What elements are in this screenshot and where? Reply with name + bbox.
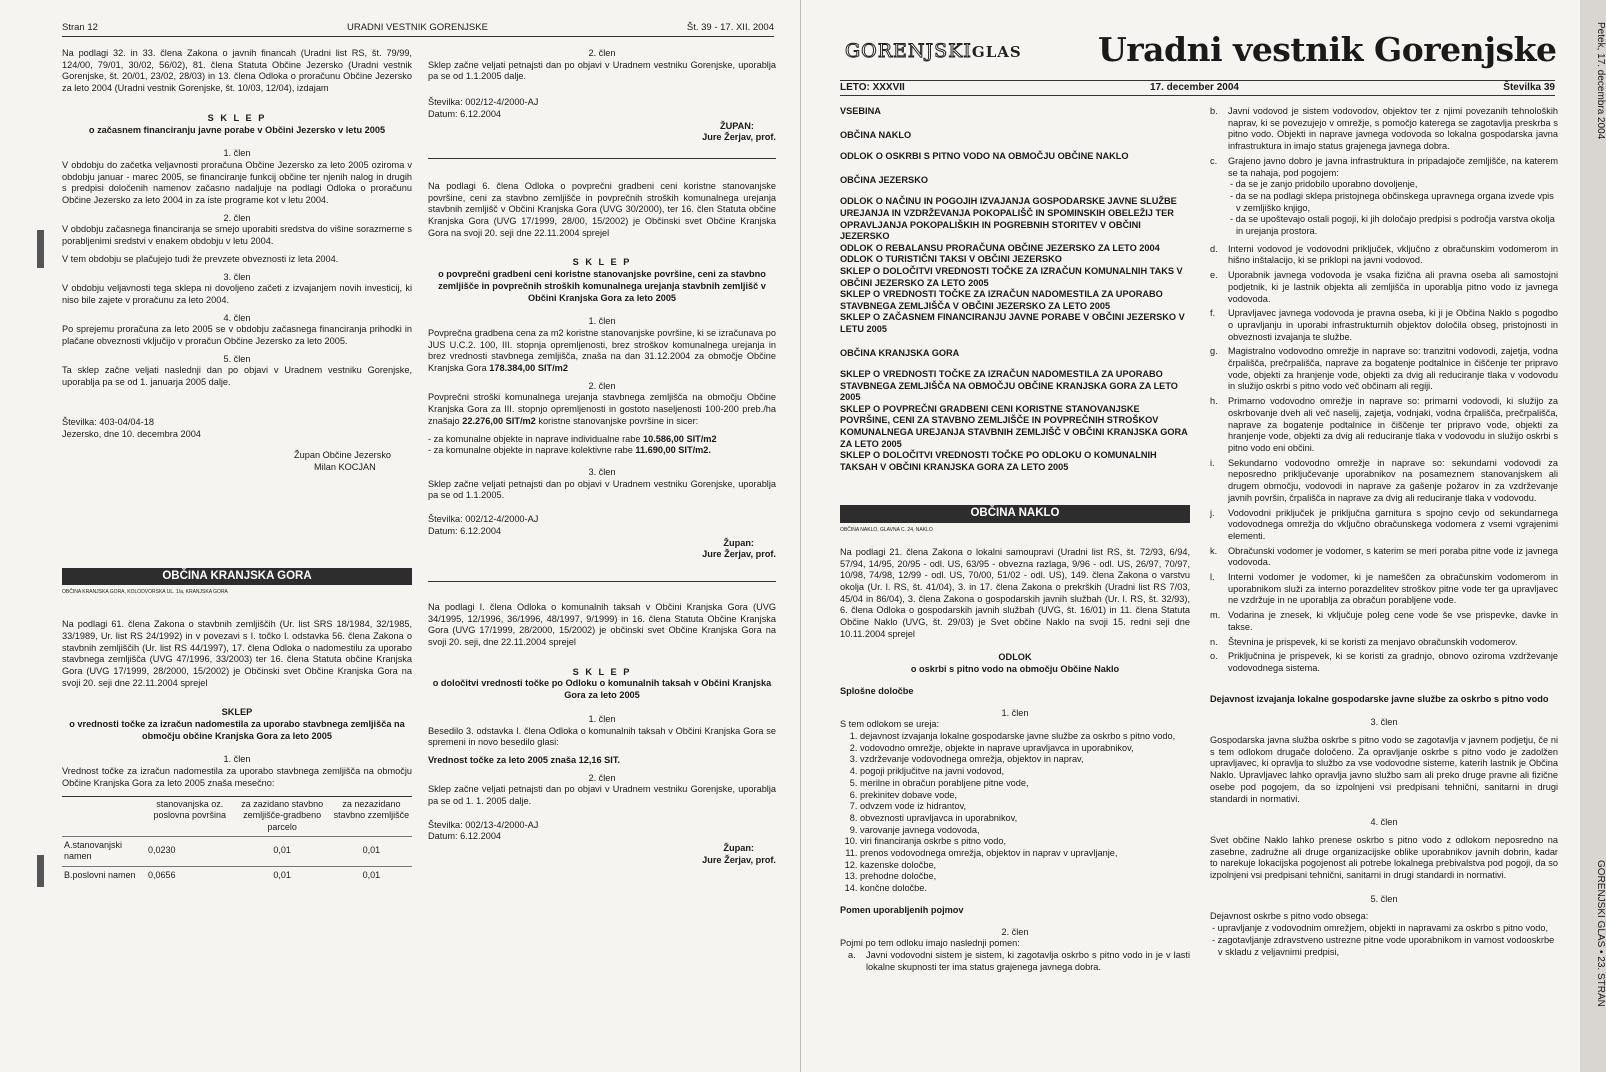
- article-number: 3. člen: [588, 466, 616, 477]
- definition-key: l.: [1210, 572, 1215, 583]
- header-title: URADNI VESTNIK GORENJSKE: [347, 22, 488, 33]
- intro-paragraph: Na podlagi I. člena Odloka o komunalnih taksah v Občini Kranjska Gora (UVG 34/1995, 12/1996, 36/1996, 48/1997, 9/1999) in 16. člena Statuta Občine Kranjska Gora (UVG 17/1999, 28/2000, 15/2002) je občinski svet Občine Kranjska Gora na svoji 20. seji, dne 22.11.2004 sprejel: [428, 601, 776, 648]
- table-cell: A.stanovanjski namen: [62, 836, 146, 866]
- list-item: 5. merilne in obračun porabljene pitne vode,: [860, 778, 1190, 790]
- right-column-2: [1210, 106, 1558, 958]
- definition-key: b.: [1210, 106, 1218, 116]
- section-note: OBČINA KRANJSKA GORA, KOLODVORSKA UL. 1/a, KRANJSKA GORA: [62, 589, 228, 596]
- signature-name: Jure Žerjav, prof.: [702, 549, 776, 560]
- table-header: [62, 796, 146, 836]
- definition: [1210, 610, 1558, 633]
- article-number: 3. člen: [1370, 717, 1398, 728]
- definition-text: Vodarina je znesek, ki vključuje poleg cene vode še vse prispevke, davke in takse.: [1228, 610, 1558, 632]
- article-number: 1. člen: [588, 713, 616, 724]
- section-note: OBČINA NAKLO, GLAVNA C. 24, NAKLO: [840, 527, 933, 534]
- definition: [1210, 156, 1558, 179]
- article-text: V obdobju veljavnosti tega sklepa ni dovoljeno začeti z izvajanjem novih investicij, ki niso bile zajete v proračunu za leto 2004.: [62, 283, 412, 305]
- list-item: 7. odvzem vode iz hidrantov,: [860, 801, 1190, 813]
- list-item: [428, 445, 776, 457]
- toc-entry: SKLEP O DOLOČITVI VREDNOSTI TOČKE ZA IZRAČUN KOMUNALNIH TAKS V OBČINI JEZERSKO ZA LETO 2005: [840, 265, 1183, 288]
- article-text: Dejavnost oskrbe s pitno vodo obsega:: [1210, 911, 1369, 922]
- article-number: 5. člen: [223, 353, 251, 364]
- divider: [428, 581, 776, 582]
- definition-text: Primarno vodovodno omrežje in naprave so: primarni vodovodi, ki služijo za oskrbovanje dveh ali več naselij, zajetja, vodnjaki, vodna črpališča, prečrpališča, naprave za bogatenje podtalnice in čiščenje ter pripravo vode, objekti za hranjenje vode, objekti za dvig ali reduciranje tlaka v vodovodu in služijo oskrbi s pitno vodo eni občini.: [1228, 396, 1558, 453]
- list-item: 14. končne določbe.: [860, 883, 1190, 895]
- definition-text: Obračunski vodomer je vodomer, s katerim se meri poraba pitne vode iz javnega vodovoda.: [1228, 545, 1558, 568]
- text-span: - za komunalne objekte in naprave individualne rabe: [428, 433, 644, 444]
- definition: [1210, 572, 1558, 607]
- article-number: 3. člen: [223, 271, 251, 282]
- definition-text: Javni vodovod je sistem vodovodov, objektov ter z njimi povezanih tehnoloških naprav, ki se povezujejo v omrežje, s pomočjo katerega se zagotavlja preskrba s pitno vodo. Objekti in naprave javnega vodovoda so lokalna gospodarska javna infrastruktura in imajo status grajenega javnega dobra.: [1228, 106, 1558, 152]
- article-number: 1. člen: [1001, 707, 1029, 718]
- table-header: stanovanjska oz. poslovna površina: [146, 796, 233, 836]
- list-item: 11. prenos vodovodnega omrežja, objektov in naprav v upravljanje,: [860, 848, 1190, 860]
- document-date: Datum: 6.12.2004: [428, 831, 502, 842]
- signature-name: Jure Žerjav, prof.: [702, 854, 776, 865]
- toc-entry: ODLOK O TURISTIČNI TAKSI V OBČINI JEZERSKO: [840, 254, 1062, 265]
- heading: S K L E P: [572, 257, 632, 268]
- toc-entry: ODLOK O OSKRBI S PITNO VODO NA OBMOČJU OBČINE NAKLO: [840, 151, 1129, 162]
- article-text: Vrednost točke za izračun nadomestila za uporabo stavbnega zemljišča na območju Občine Kranjska Gora za leto 2005 znaša mesečno:: [62, 766, 412, 788]
- list-item: 4. pogoji priključitve na javni vodovod,: [860, 766, 1190, 778]
- definition: [1210, 546, 1558, 569]
- subheading: o vrednosti točke za izračun nadomestila za uporabo stavbnega zemljišča na območju občine Kranjska Gora za leto 2005: [69, 719, 405, 741]
- list-item: - upravljanje z vodovodnim omrežjem, objekti in napravami za oskrbo s pitno vodo,: [1212, 923, 1549, 934]
- signature-title: ŽUPAN:: [719, 120, 754, 131]
- definition-key: m.: [1210, 610, 1221, 621]
- definition: [1210, 270, 1558, 305]
- article-list: [840, 731, 1190, 895]
- value-highlight: 178.384,00 SIT/m2: [489, 363, 568, 374]
- signature-title: Župan:: [723, 537, 754, 548]
- definition-key: i.: [1210, 457, 1215, 468]
- article-text: [428, 328, 776, 375]
- intro-paragraph: Na podlagi 21. člena Zakona o lokalni samoupravi (Uradni list RS, št. 72/93, 6/94, 57/94, 14/95, 20/95 - odl. US, 63/95 - obvezna razlaga, 9/96 - odl. US, 26/97, 70/97, 10/98, 74/98, 12/99 - odl. US, 70/00, 51/02 - odl. US), 149. člena Zakona o varstvu okolja (Ur. l. RS, št. 41/04), 3. in 17. člena Zakona o prekrških (Uradni list RS 7/03, 45/04 in 86/04), 3. člena Zakona o gospodarskih javnih službah (Ur. l. RS, št. 32/93), 6. člena Odloka o gospodarskih javnih službah (UVG, št. 16/01) in 11. člena Statuta Občine Naklo (UVG, št. 29/03) je Svet občine Naklo na svoji 15. redni seji dne 10.11.2004 sprejel: [840, 546, 1190, 639]
- value-highlight: 10.586,00 SIT/m2: [643, 433, 717, 444]
- definition-text: Javni vodovodni sistem je sistem, ki zagotavlja oskrbo s pitno vodo in je v lasti lokalne skupnosti ter ima status grajenega javnega dobra.: [866, 949, 1190, 972]
- article-number: 2. člen: [588, 380, 616, 391]
- table-cell: B.poslovni namen: [62, 867, 146, 885]
- article-text: Sklep začne veljati petnajsti dan po objavi v Uradnem vestniku Gorenjske, uporablja pa se od 1. 1. 2005 dalje.: [428, 784, 776, 807]
- article-number: 1. člen: [588, 316, 616, 327]
- text-span: - za komunalne objekte in naprave kolektivne rabe: [428, 445, 636, 456]
- table-row: [62, 836, 412, 866]
- article-text: Sklep začne veljati petnajsti dan po objavi v Uradnem vestniku Gorenjske, uporablja pa se od 1.1.2005.: [428, 478, 776, 501]
- left-column-1: [62, 48, 412, 885]
- heading: S K L E P: [207, 112, 267, 123]
- page-number: Stran 12: [62, 22, 98, 33]
- article-text: V obdobju do začetka veljavnosti proračuna Občine Jezersko za leto 2005 oziroma v obdobju januar - marec 2005, se financiranje funkcij občine ter njenih nalog in drugih s predpisi določenih namenov začasno nadaljuje na podlagi Odloka o proračunu Občine Jezersko za leto 2004 in za iste programe kot v letu 2004.: [62, 159, 412, 206]
- definition-key: n.: [1210, 636, 1218, 647]
- definition: [1210, 637, 1558, 649]
- definition-key: a.: [848, 949, 856, 960]
- article-text: Gospodarska javna služba oskrbe s pitno vodo se zagotavlja v javnem podjetju, če ni s tem odlokom drugače določeno. Za opravljanje oskrbe s pitno vodo je zadolžen upravljavec, ki opravlja to službo za vse vodovodne sisteme, katerih lastnik je Občina Naklo. Upravljavec lahko opravlja javno službo sam ali preko druge pravne ali fizične osebe pod pogojem, da so izpolnjeni vsi predpisani tehnični, sanitarni in drugi standardi in normativi.: [1210, 735, 1558, 804]
- list-item: 13. prehodne določbe,: [860, 871, 1190, 883]
- document-date: Datum: 6.12.2004: [428, 108, 502, 119]
- article-text: Pojmi po tem odloku imajo naslednji pomen:: [840, 938, 1020, 949]
- definition: [1210, 244, 1558, 267]
- table-cell: 0,01: [331, 867, 412, 885]
- definition: [1210, 458, 1558, 505]
- definition: [1210, 651, 1558, 674]
- definition-text: Interni vodomer je vodomer, ki je nameščen za obračunskim vodomerom in uporabnikom služi za interno porazdelitev stroškov pitne vode ter ga upravljavec ne vzdržuje in ne uporablja za obračun porabljene vode.: [1228, 572, 1558, 606]
- signature-name: Jure Žerjav, prof.: [702, 132, 776, 143]
- definition-text: Interni vodovod je vodovodni priključek, vključno z obračunskim vodomerom in hišno inštalacijo, ki se priklopi na javni vodovod.: [1228, 243, 1558, 266]
- article-text: Besedilo 3. odstavka I. člena Odloka o komunalnih taksah v Občini Kranjska Gora se spremeni in novo besedilo glasi:: [428, 725, 776, 748]
- definition-key: c.: [1210, 155, 1218, 166]
- text-span: koristne stanovanjske površine in sicer:: [535, 415, 699, 426]
- header-issue: Št. 39 - 17. XII. 2004: [686, 22, 774, 33]
- article-text: [428, 392, 776, 427]
- document-date: Datum: 6.12.2004: [428, 525, 502, 536]
- definition-key: e.: [1210, 270, 1218, 281]
- value-highlight: 11.690,00 SIT/m2.: [635, 445, 711, 456]
- list-item: 6. prekinitev dobave vode,: [860, 790, 1190, 802]
- article-text: Svet občine Naklo lahko prenese oskrbo s pitno vodo z odlokom neposredno na zasebne, zadružne ali druge organizacijske oblike uporabnikov javnih dobrin, kadar to narekuje lokacijska pogojenost ali potrebe lokalnega prebivalstva pod pogoji, da so izpolnjeni vsi predpisani tehnični, sanitarni in drugi standardi in normativi.: [1210, 834, 1558, 881]
- toc-municipality: OBČINA JEZERSKO: [840, 174, 928, 185]
- definition-text: Vodovodni priključek je priključna garnitura s spojno cevjo od sekundarnega vodovodnega omrežja do vključno obračunskega vodomera z vsemi vgrajenimi elementi.: [1228, 507, 1558, 541]
- toc-entry: SKLEP O POVPREČNI GRADBENI CENI KORISTNE STANOVANJSKE POVRŠINE, CENI ZA STAVBNO ZEMLJIŠČE IN POVPREČNIH STROŠKOV KOMUNALNEGA UREJANJA STAVBNIH ZEMLJIŠČ V OBČINI KRANJSKA GORA ZA LETO 2005: [840, 403, 1188, 449]
- table-header: za nezazidano stavbno zzemljišče: [331, 796, 412, 836]
- definition-text: Grajeno javno dobro je javna infrastruktura in pripadajoče zemljišče, na katerem se ta nahaja, pod pogojem:: [1228, 155, 1558, 178]
- article-number: 5. člen: [1370, 893, 1398, 904]
- masthead-date: 17. december 2004: [1150, 82, 1239, 93]
- definition-text: Priključnina je prispevek, ki se koristi za gradnjo, obnovo oziroma vzdrževanje vodovodnega sistema.: [1228, 651, 1558, 673]
- article-text: V obdobju začasnega financiranja se smejo uporabiti sredstva do višine sorazmerne s porabljenimi sredstvi v enakem obdobju v letu 2004.: [62, 224, 412, 247]
- intro-paragraph: Na podlagi 6. člena Odloka o povprečni gradbeni ceni koristne stanovanjske površine, ceni za stavbno zemljišče in povprečnih stroških komunalnega urejanja stavbnih zemljišč v Občini Kranjska Gora (UVG 30/2000), ter 16. člen Statuta občine Kranjska Gora (UVG 17/1999, 28/00, 15/2002) je Občinski svet Občine Kranjska Gora na svoji 20. seji dne 22.11.2004 sprejel: [428, 180, 776, 238]
- gorenjski-glas-logo: [845, 40, 1022, 62]
- binding-mark: [37, 230, 44, 268]
- divider: [428, 158, 776, 159]
- definition-text: Upravljavec javnega vodovoda je pravna oseba, ki ji je Občina Naklo s pogodbo o upravljanju in uporabi infrastrukturnih objektov določila obseg, pristojnosti in obveznosti izvajanja te službe.: [1228, 308, 1558, 342]
- list-item: 8. obveznosti upravljavca in uporabnikov,: [860, 813, 1190, 825]
- intro-paragraph: Na podlagi 32. in 33. člena Zakona o javnih financah (Uradni list RS, št. 79/99, 124/00, 79/01, 30/02, 56/02), 81. člena Statuta Občine Jezersko (Uradni vestnik Gorenjske, št. 20/01, 23/02, 28/03) in 13. člena Odloka o proračunu Občine Jezersko za leto 2004 (Uradni vestnik Gorenjske, št. 10/03, 12/04), izdajam: [62, 48, 412, 94]
- subheading: o povprečni gradbeni ceni koristne stanovanjske površine, ceni za stavbno zemljišče in povprečnih stroških komunalnega urejanja stavbnih zemljišč v Občini Kranjska Gora za leto 2005: [438, 269, 766, 303]
- toc-entry: ODLOK O NAČINU IN POGOJIH IZVAJANJA GOSPODARSKE JAVNE SLUŽBE UREJANJA IN VZDRŽEVANJA POKOPALIŠČ IN SPOMINSKIH OBELEŽIJ TER OPRAVLJANJA POKOPALIŠKIH IN POGREBNIH STORITEV V OBČINI JEZERSKO: [840, 196, 1177, 242]
- list-item: 2. vodovodno omrežje, objekte in naprave upravljavca in uporabnikov,: [860, 743, 1190, 755]
- list-item: [428, 434, 776, 446]
- text-span: Povprečni stroški komunalnega urejanja stavbnega zemljišča na območju Občine Kranjska Gora za III. stopnjo opremljenosti in gostoto naseljenosti 100-200 preb./ha znašajo: [428, 392, 776, 426]
- document-place-date: Jezersko, dne 10. decembra 2004: [62, 428, 201, 439]
- document-number: Številka: 403-04/04-18: [62, 416, 154, 427]
- list-item: - da se je zanjo pridobilo uporabno dovoljenje,: [1230, 179, 1418, 190]
- article-number: 4. člen: [223, 312, 251, 323]
- table-cell: 0,01: [331, 836, 412, 866]
- article-text: Ta sklep začne veljati naslednji dan po objavi v Uradnem vestniku Gorenjske, uporablja pa se od 1. januarja 2005 dalje.: [62, 365, 412, 388]
- definition-key: d.: [1210, 243, 1218, 254]
- subheading: o določitvi vrednosti točke po Odloku o komunalnih taksah v Občini Kranjska Gora za leto 2005: [432, 678, 772, 701]
- masthead-number: Številka 39: [1503, 82, 1555, 93]
- masthead-year: LETO: XXXVII: [840, 82, 905, 93]
- article-number: 2. člen: [1001, 926, 1029, 937]
- definition: [1210, 346, 1558, 393]
- heading: ODLOK: [998, 652, 1032, 663]
- table-cell: 0,0230: [146, 836, 233, 866]
- logo-text: GORENJSKI: [845, 40, 972, 62]
- definition-text: Števnina je prispevek, ki se koristi za menjavo obračunskih vodomerov.: [1228, 636, 1518, 647]
- toc-municipality: OBČINA KRANJSKA GORA: [840, 347, 960, 358]
- article-text: Po sprejemu proračuna za leto 2005 se v obdobju začasnega financiranja prihodki in plačane obveznosti vključijo v proračun Občine Jezersko za leto 2005.: [62, 324, 412, 347]
- value-table: [62, 796, 412, 885]
- table-row: [62, 867, 412, 885]
- text-span: Povprečna gradbena cena za m2 koristne stanovanjske površine, ki se izračunava po JUS U.C.2. 100, III. stopnja opremljenosti, brez stroškov komunalnega urejanja in brez vrednosti stavbnega zemljišča, znaša na dan 31.12.2004 za območje Občine Kranjska Gora: [428, 327, 776, 374]
- section-bar: OBČINA NAKLO: [840, 505, 1190, 523]
- definition-key: k.: [1210, 545, 1218, 556]
- signature-title: Župan Občine Jezersko: [294, 450, 392, 461]
- document-number: Številka: 002/12-4/2000-AJ: [428, 97, 539, 108]
- document-number: Številka: 002/13-4/2000-AJ: [428, 819, 539, 830]
- definition-key: o.: [1210, 651, 1218, 662]
- table-cell: 0,01: [233, 836, 330, 866]
- list-item: - da se upoštevajo ostali pogoji, ki jih določajo predpisi s področja varstva okolja in urejanja prostora.: [1230, 214, 1555, 237]
- article-text: V tem obdobju se plačujejo tudi že prevzete obveznosti iz leta 2004.: [62, 253, 339, 264]
- article-number: 4. člen: [1370, 817, 1398, 828]
- list-item: 12. kazenske določbe,: [860, 860, 1190, 872]
- table-of-contents: [840, 106, 1190, 473]
- heading: SKLEP: [221, 707, 253, 718]
- subheading: o začasnem financiranju javne porabe v Občini Jezersko v letu 2005: [88, 124, 386, 135]
- article-number: 1. člen: [223, 754, 251, 765]
- article-number: 2. člen: [223, 212, 251, 223]
- toc-entry: SKLEP O VREDNOSTI TOČKE ZA IZRAČUN NADOMESTILA ZA UPORABO STAVBNEGA ZEMLJIŠČA NA OBMOČJU OBČINE KRANJSKA GORA ZA LETO 2005: [840, 369, 1178, 403]
- spine-page: GORENJSKI GLAS • 23. STRAN: [1595, 860, 1606, 1007]
- definition: [1210, 308, 1558, 343]
- article-number: 1. člen: [223, 148, 251, 159]
- definition: [1210, 396, 1558, 455]
- section-bar: OBČINA KRANJSKA GORA: [62, 568, 412, 586]
- table-cell: 0,01: [233, 867, 330, 885]
- heading: S K L E P: [572, 666, 632, 677]
- definition-text: Sekundarno vodovodno omrežje in naprave so: sekundarni vodovodi za neposredno priključevanje uporabnikov na posameznem stanovanjskem ali drugem območju, vodovodi in naprave za gašenje požarov in za vzdrževanje javnih površin, črpališča in naprave za dvig ali reduciranje tlaka v vodovodu.: [1228, 457, 1558, 503]
- section-subtitle: Pomen uporabljenih pojmov: [840, 904, 964, 915]
- definition-key: g.: [1210, 346, 1218, 357]
- article-text: S tem odlokom se ureja:: [840, 719, 940, 730]
- signature-title: Župan:: [723, 843, 754, 854]
- signature-name: Milan KOCJAN: [314, 461, 376, 472]
- definition-key: h.: [1210, 396, 1218, 407]
- definition-key: f.: [1210, 308, 1216, 319]
- subheading: o oskrbi s pitno vodo na območju Občine Naklo: [910, 664, 1120, 675]
- list-item: 9. varovanje javnega vodovoda,: [860, 825, 1190, 837]
- table-header: za zazidano stavbno zemljišče-gradbeno parcelo: [233, 796, 330, 836]
- condition-list: [1210, 179, 1558, 238]
- intro-paragraph: Na podlagi 61. člena Zakona o stavbnih zemljiščih (Ur. list SRS 18/1984, 32/1985, 33/1989, Ur. list RS 24/1992) in v povezavi s I. točko I. odstavka 56. člena Zakona o stavbnih zemljiščih (Ur. list RS 44/1997), 17. člena Odloka o nadomestilu za uporabo stavbnega zemljišča (UVG 47/1996, 33/2003) ter 16. člena Statuta občine Kranjska Gora (UVG 17/1999, 28/2000, 15/2002) je Občinski svet Občine Kranjska Gora na svoji 20. seji dne 22.11.2004 sprejel: [62, 619, 412, 688]
- toc-entry: SKLEP O DOLOČITVI VREDNOSTI TOČKE PO ODLOKU O KOMUNALNIH TAKSAH V OBČINI KRANJSKA GORA ZA LETO 2005: [840, 450, 1157, 472]
- toc-entry: SKLEP O ZAČASNEM FINANCIRANJU JAVNE PORABE V OBČINI JEZERSKO V LETU 2005: [840, 312, 1185, 334]
- masthead-title: Uradni vestnik Gorenjske: [1098, 30, 1557, 69]
- list-item: 3. vzdrževanje vodovodnega omrežja, objektov in naprav,: [860, 754, 1190, 766]
- article-number: 2. člen: [588, 48, 616, 58]
- article-number: 2. člen: [588, 772, 616, 783]
- article-text: Sklep začne veljati petnajsti dan po objavi v Uradnem vestniku Gorenjske, uporablja pa se od 1.1.2005 dalje.: [428, 59, 776, 82]
- right-column-1: [840, 106, 1190, 976]
- section-subtitle: Splošne določbe: [840, 685, 914, 696]
- list-item: - zagotavljanje zdravstveno ustrezne pitne vode uporabnikom in varnost vodooskrbe v skladu z veljavnimi predpisi,: [1212, 934, 1555, 957]
- definition: [1210, 508, 1558, 543]
- left-page: [0, 0, 800, 1072]
- toc-entry: ODLOK O REBALANSU PRORAČUNA OBČINE JEZERSKO ZA LETO 2004: [840, 242, 1160, 253]
- masthead-bar: [840, 80, 1555, 96]
- definition-text: Magistralno vodovodno omrežje in naprave so: tranzitni vodovodi, zajetja, vodna črpališča, prečrpališča, naprave za bogatenje podtalnice in čiščenje ter pripravo vode, objekti za hranjenje vode, objekti za dvig ali reduciranje tlaka v vodovodu in služijo oskrbi s pitno vodo več občinam ali regiji.: [1228, 346, 1558, 392]
- toc-municipality: OBČINA NAKLO: [840, 129, 912, 140]
- section-subtitle: Dejavnost izvajanja lokalne gospodarske javne službe za oskrbo s pitno vodo: [1210, 693, 1549, 704]
- list-item: 10. viri financiranja oskrbe s pitno vodo,: [860, 836, 1190, 848]
- definition-key: j.: [1210, 507, 1215, 518]
- toc-entry: SKLEP O VREDNOSTI TOČKE ZA IZRAČUN NADOMESTILA ZA UPORABO STAVBNEGA ZEMLJIŠČA V OBČINI JEZERSKO ZA LETO 2005: [840, 289, 1163, 311]
- binding-mark: [37, 855, 44, 887]
- document-number: Številka: 002/12-4/2000-AJ: [428, 514, 539, 525]
- article-text: Vrednost točke za leto 2005 znaša 12,16 SIT.: [428, 754, 621, 765]
- toc-title: VSEBINA: [840, 106, 881, 116]
- value-highlight: 22.276,00 SIT/m2: [462, 415, 536, 426]
- definition: [1210, 106, 1558, 153]
- definition: [840, 950, 1190, 973]
- list-item: - da se na podlagi sklepa pristojnega občinskega upravnega organa izvede vpis v zemljiško knjigo,: [1230, 190, 1554, 213]
- list-item: 1. dejavnost izvajanja lokalne gospodarske javne službe za oskrbo s pitno vodo,: [860, 731, 1190, 743]
- definition-text: Uporabnik javnega vodovoda je vsaka fizična ali pravna oseba ali samostojni podjetnik, ki je lastnik objekta ali zemljišča in uporablja pitno vodo iz javnega vodovoda.: [1228, 270, 1558, 304]
- running-header: [62, 22, 774, 37]
- logo-glas: GLAS: [971, 43, 1022, 61]
- left-column-2: [428, 48, 776, 867]
- spine-date: Petek, 17. decembra 2004: [1595, 22, 1606, 140]
- table-cell: 0,0656: [146, 867, 233, 885]
